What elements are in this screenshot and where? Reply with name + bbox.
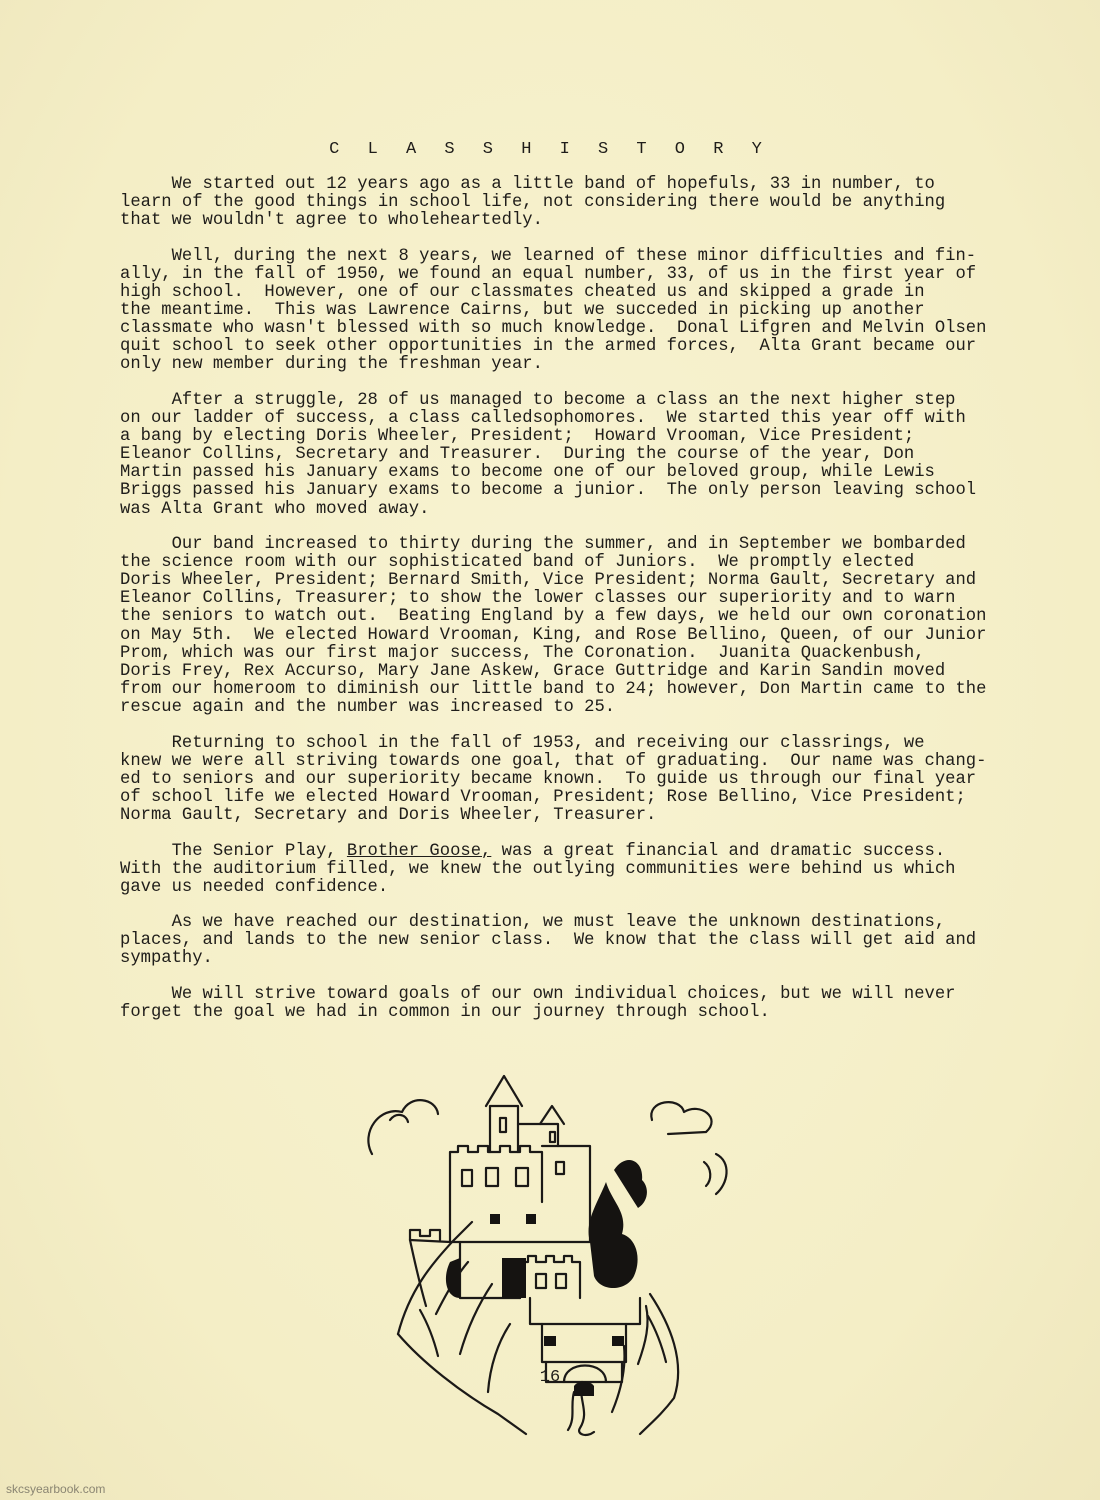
paragraph-5: Returning to school in the fall of 1953, and receiving our classrings, we knew we were all striving towards one goal, that of graduating. Our name was chang- ed to seniors and our superiority became known. To guide us through our final year of school life we elected Howard Vrooman, President; Rose Bellino, Vice President; Norma Gault, Secretary and Doris Wheeler, Treasurer. [120, 733, 987, 825]
senior-play-title: Brother Goose, [346, 841, 492, 861]
paragraph-3: After a struggle, 28 of us managed to become a class an the next higher step on our ladder of success, a class calledsophomores. We started this year off with a bang by electing Doris Wheeler, President; Howard Vrooman, Vice President; Eleanor Collins, Secretary and Treasurer. During the course of the year, Don Martin passed his January exams to become one of our beloved group, while Lewis Briggs passed his January exams to become a junior. The only person leaving school was Alta Grant who moved away. [120, 390, 977, 519]
paragraph-2: Well, during the next 8 years, we learned of these minor difficulties and fin- ally, in the fall of 1950, we found an equal number, 33, of us in the first year of high school. However, one of our classmates cheated us and skipped a grade in the meantime. This was Lawrence Cairns, but we succeded in picking up another classmate who wasn't blessed with so much knowledge. Donal Lifgren and Melvin Olsen quit school to seek other opportunities in the armed forces, Alta Grant became our only new member during the freshman year. [120, 246, 987, 375]
paragraph-8: We will strive toward goals of our own individual choices, but we will never forget the goal we had in common in our journey through school. [120, 985, 956, 1023]
paragraph-6 [120, 843, 1020, 897]
paragraph-1: We started out 12 years ago as a little band of hopefuls, 33 in number, to learn of the good things in school life, not considering there would be anything that we wouldn't agree to wholeheartedly. [120, 175, 946, 231]
class-history-text [120, 176, 1020, 1040]
paragraph-6-end: was a great financial and dramatic success. With the auditorium filled, we knew the outlying communities were behind us which gave us needed confidence. [120, 841, 956, 897]
watermark: skcsyearbook.com [6, 1482, 106, 1496]
paragraph-6-start: The Senior Play, [120, 841, 347, 861]
paragraph-4: Our band increased to thirty during the summer, and in September we bombarded the science room with our sophisticated band of Juniors. We promptly elected Doris Wheeler, President; Bernard Smith, Vice President; Norma Gault, Secretary and Eleanor Collins, Treasurer; to show the lower classes our superiority and to warn the seniors to watch out. Beating England by a few days, we held our own coronation on May 5th. We elected Howard Vrooman, King, and Rose Bellino, Queen, of our Junior Prom, which was our first major success, The Coronation. Juanita Quackenbush, Doris Frey, Rex Accurso, Mary Jane Askew, Grace Guttridge and Karin Sandin moved from our homeroom to diminish our little band to 24; however, Don Martin came to the rescue again and the number was increased to 25. [120, 535, 987, 717]
paragraph-7: As we have reached our destination, we must leave the unknown destinations, places, and lands to the new senior class. We know that the class will get aid and sympathy. [120, 913, 977, 969]
page-title: C L A S S H I S T O R Y [329, 140, 771, 159]
page-number: 16 [539, 1368, 561, 1387]
